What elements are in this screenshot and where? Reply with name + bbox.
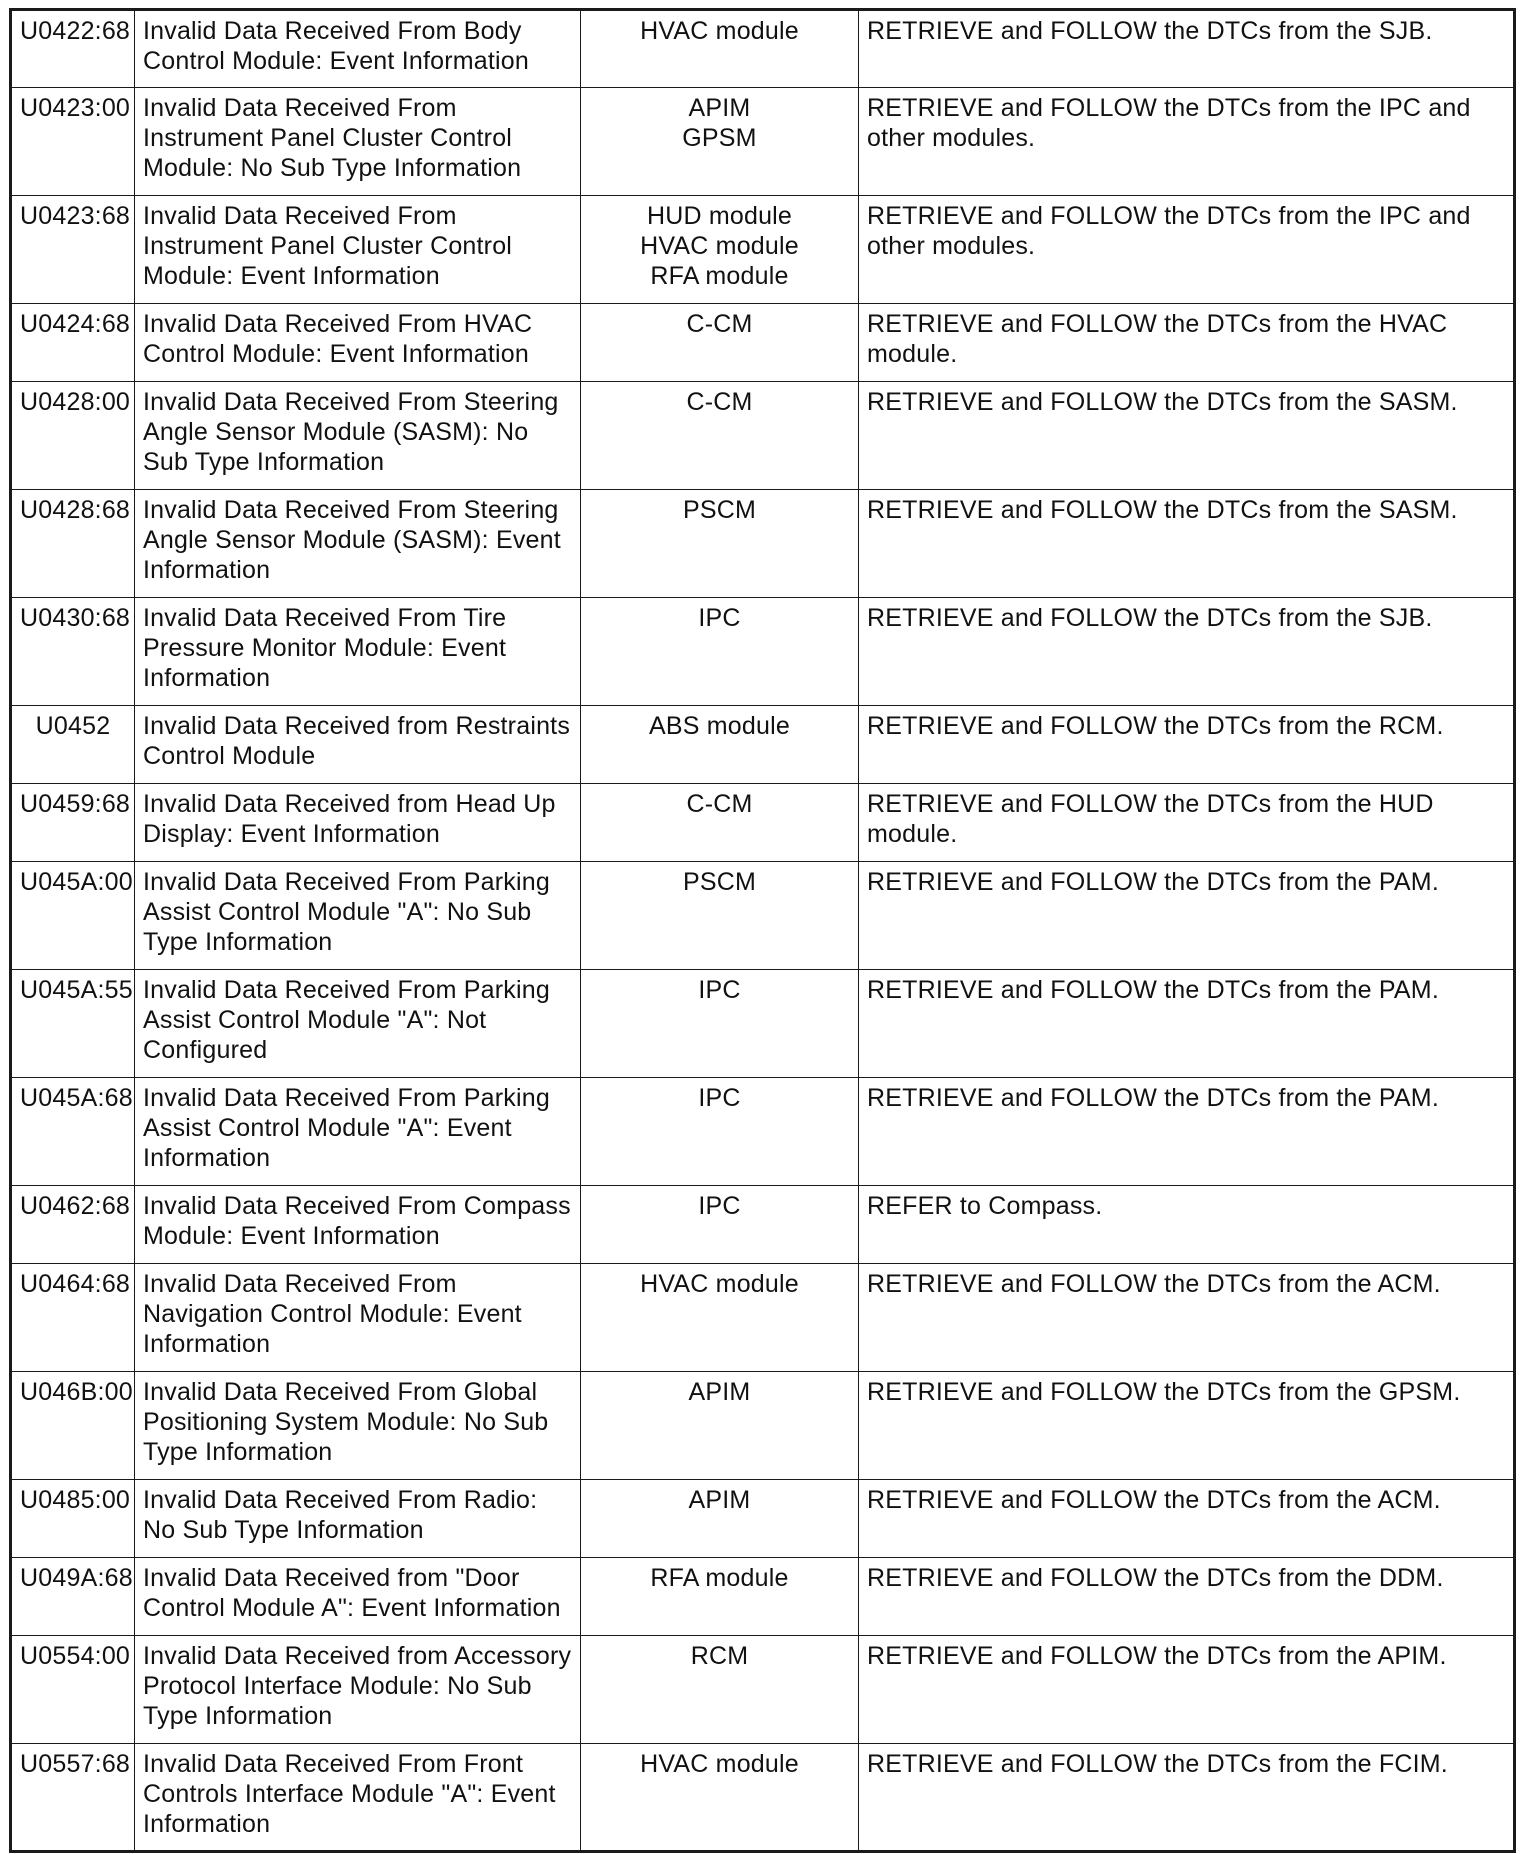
dtc-code: U046B:00 bbox=[11, 1372, 135, 1480]
dtc-code: U0423:68 bbox=[11, 196, 135, 304]
table-row bbox=[11, 1186, 1515, 1264]
dtc-code: U0430:68 bbox=[11, 598, 135, 706]
reporting-modules bbox=[581, 706, 859, 784]
reporting-modules bbox=[581, 784, 859, 862]
module-name: C-CM bbox=[686, 310, 753, 338]
reporting-modules bbox=[581, 1264, 859, 1372]
module-name: IPC bbox=[698, 976, 741, 1004]
dtc-description: Invalid Data Received From Instrument Panel Cluster Control Module: No Sub Type Information bbox=[135, 88, 581, 196]
dtc-description: Invalid Data Received from "Door Control Module A": Event Information bbox=[135, 1558, 581, 1636]
dtc-code: U049A:68 bbox=[11, 1558, 135, 1636]
dtc-action: RETRIEVE and FOLLOW the DTCs from the RCM. bbox=[859, 706, 1515, 784]
reporting-modules bbox=[581, 382, 859, 490]
dtc-action: RETRIEVE and FOLLOW the DTCs from the APIM. bbox=[859, 1636, 1515, 1744]
module-name: HVAC module bbox=[640, 17, 799, 45]
dtc-description: Invalid Data Received from Accessory Protocol Interface Module: No Sub Type Information bbox=[135, 1636, 581, 1744]
table-row bbox=[11, 862, 1515, 970]
dtc-code: U0422:68 bbox=[11, 10, 135, 88]
module-name: IPC bbox=[698, 1192, 741, 1220]
dtc-code: U0428:00 bbox=[11, 382, 135, 490]
table-row bbox=[11, 10, 1515, 88]
module-name: GPSM bbox=[682, 124, 757, 152]
reporting-modules bbox=[581, 1558, 859, 1636]
module-name: APIM bbox=[688, 94, 751, 122]
table-row bbox=[11, 784, 1515, 862]
module-name: HVAC module bbox=[640, 1750, 799, 1778]
dtc-code: U0452 bbox=[11, 706, 135, 784]
reporting-modules bbox=[581, 1186, 859, 1264]
dtc-description: Invalid Data Received From HVAC Control Module: Event Information bbox=[135, 304, 581, 382]
dtc-action: RETRIEVE and FOLLOW the DTCs from the GPSM. bbox=[859, 1372, 1515, 1480]
dtc-description: Invalid Data Received From Front Controls Interface Module "A": Event Information bbox=[135, 1744, 581, 1852]
module-name: RFA module bbox=[650, 1564, 789, 1592]
dtc-action: RETRIEVE and FOLLOW the DTCs from the PAM. bbox=[859, 1078, 1515, 1186]
reporting-modules bbox=[581, 598, 859, 706]
dtc-action: REFER to Compass. bbox=[859, 1186, 1515, 1264]
reporting-modules bbox=[581, 862, 859, 970]
dtc-action: RETRIEVE and FOLLOW the DTCs from the HVAC module. bbox=[859, 304, 1515, 382]
table-row bbox=[11, 970, 1515, 1078]
dtc-description: Invalid Data Received From Instrument Panel Cluster Control Module: Event Information bbox=[135, 196, 581, 304]
reporting-modules bbox=[581, 490, 859, 598]
dtc-description: Invalid Data Received from Restraints Control Module bbox=[135, 706, 581, 784]
table-row bbox=[11, 1636, 1515, 1744]
dtc-table bbox=[9, 8, 1516, 1853]
table-row bbox=[11, 1372, 1515, 1480]
dtc-action: RETRIEVE and FOLLOW the DTCs from the PAM. bbox=[859, 970, 1515, 1078]
dtc-description: Invalid Data Received From Parking Assist Control Module "A": Event Information bbox=[135, 1078, 581, 1186]
dtc-action: RETRIEVE and FOLLOW the DTCs from the SJB. bbox=[859, 598, 1515, 706]
module-name: APIM bbox=[688, 1378, 751, 1406]
dtc-code: U0423:00 bbox=[11, 88, 135, 196]
module-name: PSCM bbox=[682, 868, 757, 896]
dtc-code: U045A:68 bbox=[11, 1078, 135, 1186]
table-row bbox=[11, 1744, 1515, 1852]
dtc-action: RETRIEVE and FOLLOW the DTCs from the PAM. bbox=[859, 862, 1515, 970]
module-name: RCM bbox=[690, 1642, 749, 1670]
dtc-description: Invalid Data Received From Tire Pressure Monitor Module: Event Information bbox=[135, 598, 581, 706]
dtc-description: Invalid Data Received From Parking Assist Control Module "A": No Sub Type Information bbox=[135, 862, 581, 970]
table-row bbox=[11, 382, 1515, 490]
dtc-code: U0424:68 bbox=[11, 304, 135, 382]
dtc-code: U045A:55 bbox=[11, 970, 135, 1078]
table-row bbox=[11, 598, 1515, 706]
dtc-action: RETRIEVE and FOLLOW the DTCs from the SASM. bbox=[859, 382, 1515, 490]
module-name: HVAC module bbox=[640, 232, 799, 260]
dtc-code: U0557:68 bbox=[11, 1744, 135, 1852]
dtc-code: U045A:00 bbox=[11, 862, 135, 970]
dtc-action: RETRIEVE and FOLLOW the DTCs from the IPC and other modules. bbox=[859, 88, 1515, 196]
dtc-code: U0485:00 bbox=[11, 1480, 135, 1558]
dtc-code: U0554:00 bbox=[11, 1636, 135, 1744]
dtc-description: Invalid Data Received From Compass Module: Event Information bbox=[135, 1186, 581, 1264]
module-name: IPC bbox=[698, 1084, 741, 1112]
dtc-action: RETRIEVE and FOLLOW the DTCs from the ACM. bbox=[859, 1480, 1515, 1558]
module-name: HUD module bbox=[646, 202, 793, 230]
dtc-description: Invalid Data Received From Radio: No Sub Type Information bbox=[135, 1480, 581, 1558]
table-row bbox=[11, 304, 1515, 382]
dtc-action: RETRIEVE and FOLLOW the DTCs from the ACM. bbox=[859, 1264, 1515, 1372]
module-name: APIM bbox=[688, 1486, 751, 1514]
reporting-modules bbox=[581, 10, 859, 88]
dtc-action: RETRIEVE and FOLLOW the DTCs from the SASM. bbox=[859, 490, 1515, 598]
reporting-modules bbox=[581, 196, 859, 304]
reporting-modules bbox=[581, 1636, 859, 1744]
module-name: IPC bbox=[698, 604, 741, 632]
dtc-description: Invalid Data Received From Navigation Control Module: Event Information bbox=[135, 1264, 581, 1372]
dtc-description: Invalid Data Received From Body Control Module: Event Information bbox=[135, 10, 581, 88]
table-row bbox=[11, 1480, 1515, 1558]
dtc-action: RETRIEVE and FOLLOW the DTCs from the DDM. bbox=[859, 1558, 1515, 1636]
reporting-modules bbox=[581, 88, 859, 196]
dtc-code: U0462:68 bbox=[11, 1186, 135, 1264]
module-name: C-CM bbox=[686, 790, 753, 818]
dtc-action: RETRIEVE and FOLLOW the DTCs from the HUD module. bbox=[859, 784, 1515, 862]
dtc-description: Invalid Data Received from Head Up Display: Event Information bbox=[135, 784, 581, 862]
table-row bbox=[11, 196, 1515, 304]
reporting-modules bbox=[581, 1744, 859, 1852]
table-row bbox=[11, 1078, 1515, 1186]
dtc-action: RETRIEVE and FOLLOW the DTCs from the FCIM. bbox=[859, 1744, 1515, 1852]
reporting-modules bbox=[581, 1372, 859, 1480]
dtc-code: U0459:68 bbox=[11, 784, 135, 862]
dtc-description: Invalid Data Received From Steering Angle Sensor Module (SASM): No Sub Type Information bbox=[135, 382, 581, 490]
reporting-modules bbox=[581, 1078, 859, 1186]
dtc-code: U0428:68 bbox=[11, 490, 135, 598]
table-row bbox=[11, 706, 1515, 784]
dtc-action: RETRIEVE and FOLLOW the DTCs from the IPC and other modules. bbox=[859, 196, 1515, 304]
table-row bbox=[11, 1558, 1515, 1636]
module-name: RFA module bbox=[650, 262, 789, 290]
table-row bbox=[11, 88, 1515, 196]
dtc-description: Invalid Data Received From Global Positioning System Module: No Sub Type Information bbox=[135, 1372, 581, 1480]
dtc-description: Invalid Data Received From Parking Assist Control Module "A": Not Configured bbox=[135, 970, 581, 1078]
table-row bbox=[11, 490, 1515, 598]
reporting-modules bbox=[581, 970, 859, 1078]
reporting-modules bbox=[581, 1480, 859, 1558]
module-name: ABS module bbox=[649, 712, 790, 740]
module-name: PSCM bbox=[682, 496, 757, 524]
dtc-description: Invalid Data Received From Steering Angle Sensor Module (SASM): Event Information bbox=[135, 490, 581, 598]
dtc-code: U0464:68 bbox=[11, 1264, 135, 1372]
dtc-action: RETRIEVE and FOLLOW the DTCs from the SJB. bbox=[859, 10, 1515, 88]
module-name: HVAC module bbox=[640, 1270, 799, 1298]
module-name: C-CM bbox=[686, 388, 753, 416]
reporting-modules bbox=[581, 304, 859, 382]
table-row bbox=[11, 1264, 1515, 1372]
